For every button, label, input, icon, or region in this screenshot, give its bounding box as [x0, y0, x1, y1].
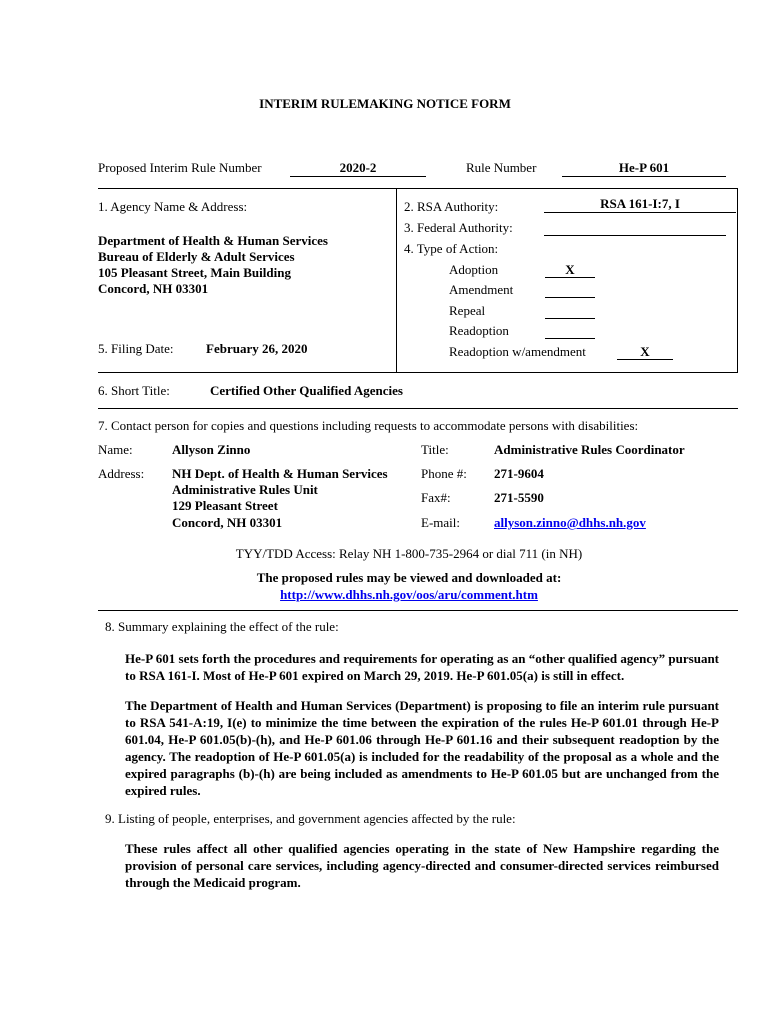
mid-rule: [98, 372, 738, 373]
agency-line: Concord, NH 03301: [98, 281, 209, 296]
contact-phone-value: 271-9604: [494, 466, 544, 481]
right-border: [737, 188, 738, 372]
agency-line: 105 Pleasant Street, Main Building: [98, 265, 291, 280]
contact-address-line: NH Dept. of Health & Human Services: [172, 466, 388, 481]
proposed-rule-value: 2020-2: [290, 160, 426, 177]
action-repeal-mark: [545, 303, 595, 319]
form-title: INTERIM RULEMAKING NOTICE FORM: [259, 96, 511, 111]
contact-fax-value: 271-5590: [494, 490, 544, 505]
agency-line: Department of Health & Human Services: [98, 233, 328, 248]
agency-line: Bureau of Elderly & Adult Services: [98, 249, 295, 264]
contact-address-label: Address:: [98, 466, 145, 481]
contact-fax-label: Fax#:: [421, 490, 451, 505]
proposed-rule-label: Proposed Interim Rule Number: [98, 160, 262, 175]
filing-date-value: February 26, 2020: [206, 341, 308, 356]
rule-number-label: Rule Number: [466, 160, 537, 175]
action-adoption-mark: X: [545, 262, 595, 278]
affected-heading: 9. Listing of people, enterprises, and government agencies affected by the rule:: [105, 811, 516, 826]
short-title-rule: [98, 408, 738, 409]
contact-email-label: E-mail:: [421, 515, 460, 530]
filing-date-label: 5. Filing Date:: [98, 341, 174, 356]
type-of-action-label: 4. Type of Action:: [404, 241, 499, 256]
action-readoption-label: Readoption: [449, 323, 509, 338]
short-title-value: Certified Other Qualified Agencies: [210, 383, 403, 398]
action-amendment-mark: [545, 282, 595, 298]
action-repeal-label: Repeal: [449, 303, 486, 318]
contact-title-value: Administrative Rules Coordinator: [494, 442, 685, 457]
affected-paragraph: These rules affect all other qualified agencies operating in the state of New Hampshire regarding the provision of personal care services, including agency-directed and consumer-directed services reimbursed through the Medicaid program.: [125, 841, 719, 890]
contact-email-link[interactable]: allyson.zinno@dhhs.nh.gov: [494, 515, 646, 530]
contact-heading: 7. Contact person for copies and questions including requests to accommodate persons with disabilities:: [98, 418, 639, 433]
contact-title-label: Title:: [421, 442, 449, 457]
top-rule: [98, 188, 738, 189]
tty-access: TYY/TDD Access: Relay NH 1-800-735-2964 or dial 711 (in NH): [235, 546, 583, 561]
action-readoption-amendment-mark: X: [617, 344, 673, 360]
agency-label: 1. Agency Name & Address:: [98, 199, 248, 214]
comment-url-link[interactable]: http://www.dhhs.nh.gov/oos/aru/comment.htm: [280, 587, 538, 602]
contact-name-value: Allyson Zinno: [172, 442, 251, 457]
action-adoption-label: Adoption: [449, 262, 499, 277]
short-title-label: 6. Short Title:: [98, 383, 170, 398]
contact-address-line: Administrative Rules Unit: [172, 482, 318, 497]
rsa-authority-label: 2. RSA Authority:: [404, 199, 499, 214]
contact-phone-label: Phone #:: [421, 466, 467, 481]
rsa-authority-value: RSA 161-I:7, I: [544, 196, 736, 213]
rules-viewed-notice: The proposed rules may be viewed and downloaded at:: [256, 570, 562, 585]
action-readoption-amendment-label: Readoption w/amendment: [449, 344, 586, 359]
contact-address-line: Concord, NH 03301: [172, 515, 283, 530]
summary-paragraph: He-P 601 sets forth the procedures and requirements for operating as an “other qualified agency” pursuant to RSA 161-I. Most of He-P 601 expired on March 29, 2019. He-P 601.05(a) is still in effect.: [125, 651, 719, 683]
summary-heading: 8. Summary explaining the effect of the rule:: [105, 619, 339, 634]
column-divider: [396, 188, 397, 372]
action-amendment-label: Amendment: [449, 282, 514, 297]
federal-authority-value: [544, 220, 726, 236]
contact-rule: [98, 610, 738, 611]
contact-address-line: 129 Pleasant Street: [172, 498, 278, 513]
summary-paragraph: The Department of Health and Human Services (Department) is proposing to file an interim rule pursuant to RSA 541-A:19, I(e) to minimize the time between the expiration of the rules He-P 601.01 through He-P 601.04, He-P 601.05(b)-(h), and He-P 601.06 through He-P 601.16 and their subsequent readoption by the agency. The readoption of He-P 601.05(a) is included for the readability of the proposal as a whole and the expired paragraphs (b)-(h) are being included as amendments to He-P 601.05 but are unchanged from the expired rules.: [125, 698, 719, 798]
federal-authority-label: 3. Federal Authority:: [404, 220, 513, 235]
rule-number-value: He-P 601: [562, 160, 726, 177]
action-readoption-mark: [545, 323, 595, 339]
contact-name-label: Name:: [98, 442, 133, 457]
